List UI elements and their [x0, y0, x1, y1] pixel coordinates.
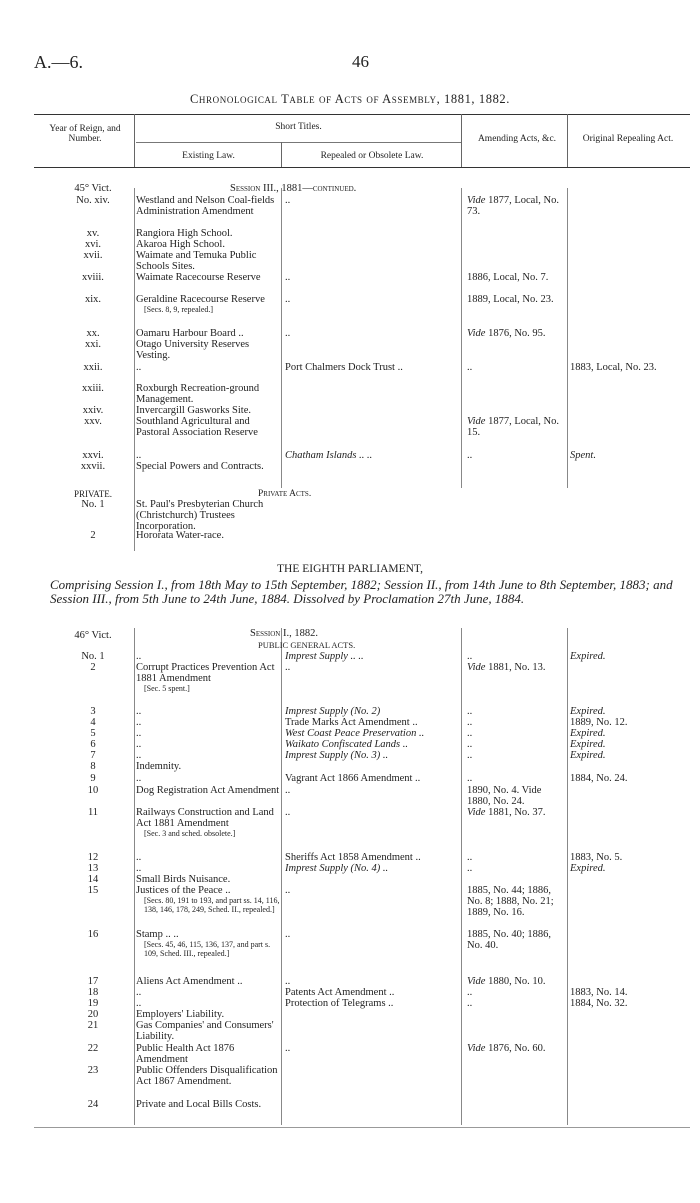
existing-law: Railways Construction and Land Act 1881 Amendment [Sec. 3 and sched. obsolete.]: [136, 807, 282, 838]
amending-acts: ..: [467, 706, 473, 717]
existing-law: ..: [136, 998, 142, 1009]
col-divider: [281, 142, 282, 167]
existing-law: Special Powers and Contracts.: [136, 461, 264, 472]
existing-law: ..: [136, 450, 142, 461]
repealed-law: Imprest Supply (No. 2): [285, 706, 381, 717]
repealed-law: Chatham Islands .. ..: [285, 450, 373, 461]
existing-law: ..: [136, 706, 142, 717]
repealed-law: Waikato Confiscated Lands ..: [285, 739, 408, 750]
body-divider: [567, 188, 568, 488]
existing-law: Hororata Water-race.: [136, 530, 224, 541]
amending-acts: ..: [467, 651, 473, 662]
header-bottom-rule: [34, 167, 690, 168]
private-label: PRIVATE.: [73, 489, 113, 499]
amending-acts: 1886, Local, No. 7.: [467, 272, 549, 283]
existing-law: Southland Agricultural and Pastoral Association Reserve: [136, 416, 258, 438]
amending-acts: 1885, No. 40; 1886, No. 40.: [467, 929, 551, 951]
original-repealing-act: Spent.: [570, 450, 596, 461]
act-number: xxiii.: [82, 383, 104, 394]
act-number: No. 1: [81, 499, 105, 510]
amending-acts: Vide 1876, No. 60.: [467, 1043, 546, 1054]
repealed-law: ..: [285, 807, 291, 818]
col-divider: [567, 114, 568, 167]
table-title: Chronological Table of Acts of Assembly, 1881, 1882.: [190, 92, 510, 106]
original-repealing-act: 1889, No. 12.: [570, 717, 628, 728]
act-number: 17: [87, 976, 99, 987]
page-number: 46: [352, 52, 369, 71]
section-note: [Sec. 3 and sched. obsolete.]: [144, 829, 236, 838]
original-repealing-act: Expired.: [570, 750, 606, 761]
section-note: [Secs. 8, 9, repealed.]: [144, 305, 214, 314]
existing-law: ..: [136, 987, 142, 998]
existing-law: Waimate and Temuka Public Schools Sites.: [136, 250, 257, 272]
col-amending-header: Amending Acts, &c.: [477, 134, 557, 144]
body-divider: [567, 628, 568, 1125]
existing-law: ..: [136, 773, 142, 784]
amending-acts: 1890, No. 4. Vide 1880, No. 24.: [467, 785, 542, 807]
col-repealed-header: Repealed or Obsolete Law.: [320, 151, 424, 161]
section-note: [Secs. 80, 191 to 193, and part ss. 14, 116, 138, 146, 178, 249, Sched. II., repealed.]: [144, 896, 280, 914]
existing-law: ..: [136, 750, 142, 761]
original-repealing-act: 1883, No. 14.: [570, 987, 628, 998]
act-number: 8: [90, 761, 96, 772]
parliament-title: THE EIGHTH PARLIAMENT,: [277, 563, 423, 575]
amending-acts: Vide 1881, No. 13.: [467, 662, 546, 673]
repealed-law: Protection of Telegrams ..: [285, 998, 394, 1009]
original-repealing-act: Expired.: [570, 728, 606, 739]
repealed-law: Imprest Supply .. ..: [285, 651, 364, 662]
repealed-law: ..: [285, 785, 291, 796]
repealed-law: ..: [285, 195, 291, 206]
repealed-law: ..: [285, 885, 291, 896]
existing-law: Gas Companies' and Consumers' Liability.: [136, 1020, 274, 1042]
amending-acts: ..: [467, 998, 473, 1009]
repealed-law: Vagrant Act 1866 Amendment ..: [285, 773, 421, 784]
existing-law: ..: [136, 362, 142, 373]
amending-acts: ..: [467, 852, 473, 863]
existing-law: Waimate Racecourse Reserve: [136, 272, 261, 283]
body-divider: [461, 628, 462, 1125]
existing-law: Otago University Reserves Vesting.: [136, 339, 250, 361]
existing-law: Private and Local Bills Costs.: [136, 1099, 262, 1110]
amending-acts: Vide 1877, Local, No. 73.: [467, 195, 559, 217]
amending-acts: ..: [467, 739, 473, 750]
act-number: 18: [87, 987, 99, 998]
amending-acts: ..: [467, 362, 473, 373]
original-repealing-act: Expired.: [570, 863, 606, 874]
repealed-law: ..: [285, 328, 291, 339]
act-number: xix.: [84, 294, 102, 305]
col-short-titles-header: Short Titles.: [275, 122, 322, 132]
existing-law: Aliens Act Amendment ..: [136, 976, 243, 987]
existing-law: Westland and Nelson Coal-fields Administration Amendment: [136, 195, 275, 217]
amending-acts: ..: [467, 728, 473, 739]
existing-law: Justices of the Peace .. [Secs. 80, 191 to 193, and part ss. 14, 116, 138, 146, 178, 249, Sched. II., repealed.]: [136, 885, 282, 914]
section-note: [Sec. 5 spent.]: [144, 684, 190, 693]
section-note: [Secs. 45, 46, 115, 136, 137, and part s. 109, Sched. III., repealed.]: [144, 940, 271, 958]
footer-rule: [34, 1127, 690, 1128]
repealed-law: ..: [285, 272, 291, 283]
repealed-law: West Coast Peace Preservation ..: [285, 728, 425, 739]
col-divider: [461, 114, 462, 167]
existing-law: Geraldine Racecourse Reserve [Secs. 8, 9, repealed.]: [136, 294, 282, 314]
existing-law: ..: [136, 717, 142, 728]
act-number: xvi.: [84, 239, 102, 250]
act-number: 3: [90, 706, 96, 717]
act-number: xxvi.: [82, 450, 104, 461]
act-number: 2: [90, 662, 96, 673]
act-number: 21: [87, 1020, 99, 1031]
act-number: 23: [87, 1065, 99, 1076]
col-year-header: Year of Reign, and Number.: [49, 124, 121, 144]
amending-acts: Vide 1881, No. 37.: [467, 807, 546, 818]
session-heading: Session I., 1882.: [250, 628, 318, 639]
col-original-header: Original Repealing Act.: [582, 134, 674, 144]
amending-acts: ..: [467, 863, 473, 874]
amending-acts: ..: [467, 450, 473, 461]
act-number: xv.: [86, 228, 100, 239]
act-number: 7: [90, 750, 96, 761]
original-repealing-act: Expired.: [570, 651, 606, 662]
body-divider: [461, 188, 462, 488]
act-number: No. 1: [81, 651, 105, 662]
amending-acts: ..: [467, 717, 473, 728]
act-number: xvii.: [83, 250, 103, 261]
amending-acts: ..: [467, 773, 473, 784]
amending-acts: Vide 1876, No. 95.: [467, 328, 546, 339]
existing-law: ..: [136, 651, 142, 662]
act-number: 13: [87, 863, 99, 874]
repealed-law: ..: [285, 976, 291, 987]
existing-law: Public Health Act 1876 Amendment: [136, 1043, 235, 1065]
existing-law: Public Offenders Disqualification Act 1867 Amendment.: [136, 1065, 278, 1087]
repealed-law: Sheriffs Act 1858 Amendment ..: [285, 852, 421, 863]
existing-law: Corrupt Practices Prevention Act 1881 Amendment [Sec. 5 spent.]: [136, 662, 282, 693]
act-number: 19: [87, 998, 99, 1009]
private-acts-heading: Private Acts.: [258, 489, 312, 499]
act-number: 20: [87, 1009, 99, 1020]
act-number: xxv.: [84, 416, 102, 427]
existing-law: ..: [136, 739, 142, 750]
amending-acts: Vide 1880, No. 10.: [467, 976, 546, 987]
act-number: 4: [90, 717, 96, 728]
amending-acts: ..: [467, 750, 473, 761]
amending-acts: 1885, No. 44; 1886, No. 8; 1888, No. 21; 1889, No. 16.: [467, 885, 554, 918]
session-heading: Session III., 1881—continued.: [230, 183, 357, 194]
act-number: 15: [87, 885, 99, 896]
existing-law: Employers' Liability.: [136, 1009, 225, 1020]
amending-acts: 1889, Local, No. 23.: [467, 294, 554, 305]
repealed-law: Imprest Supply (No. 3) ..: [285, 750, 389, 761]
existing-law: Invercargill Gasworks Site.: [136, 405, 251, 416]
existing-law: Oamaru Harbour Board ..: [136, 328, 244, 339]
existing-law: Small Birds Nuisance.: [136, 874, 231, 885]
amending-acts: Vide 1877, Local, No. 15.: [467, 416, 559, 438]
original-repealing-act: 1883, No. 5.: [570, 852, 623, 863]
existing-law: ..: [136, 728, 142, 739]
existing-law: ..: [136, 852, 142, 863]
parliament-description: Comprising Session I., from 18th May to 15th September, 1882; Session II., from 14th June to 8th September, 1883; and Session III., from 5th June to 24th June, 1884. Dissolved by Proclamation 27th June, 1884.: [50, 577, 673, 606]
header-top-rule: [34, 114, 690, 115]
repealed-law: ..: [285, 1043, 291, 1054]
original-repealing-act: Expired.: [570, 706, 606, 717]
act-number: xxi.: [84, 339, 102, 350]
act-number: 2: [90, 530, 96, 541]
repealed-law: Port Chalmers Dock Trust ..: [285, 362, 403, 373]
existing-law: Dog Registration Act Amendment: [136, 785, 280, 796]
act-number: 6: [90, 739, 96, 750]
act-number: 22: [87, 1043, 99, 1054]
original-repealing-act: 1883, Local, No. 23.: [570, 362, 657, 373]
existing-law: St. Paul's Presbyterian Church (Christchurch) Trustees Incorporation.: [136, 499, 264, 532]
repealed-law: ..: [285, 294, 291, 305]
reign-year-label: 45° Vict.: [74, 183, 112, 194]
repealed-law: ..: [285, 929, 291, 940]
repealed-law: Imprest Supply (No. 4) ..: [285, 863, 389, 874]
act-number: 24: [87, 1099, 99, 1110]
existing-law: ..: [136, 863, 142, 874]
repealed-law: Patents Act Amendment ..: [285, 987, 395, 998]
act-number: No. xiv.: [76, 195, 110, 206]
act-number: 5: [90, 728, 96, 739]
document-code: A.—6.: [34, 52, 83, 72]
existing-law: Roxburgh Recreation-ground Management.: [136, 383, 260, 405]
col-divider: [134, 114, 135, 167]
reign-year-label: 46° Vict.: [74, 630, 112, 641]
original-repealing-act: 1884, No. 24.: [570, 773, 628, 784]
act-number: xxiv.: [82, 405, 104, 416]
act-number: xviii.: [82, 272, 104, 283]
repealed-law: Trade Marks Act Amendment ..: [285, 717, 418, 728]
act-number: 9: [90, 773, 96, 784]
act-number: 12: [87, 852, 99, 863]
act-number: 14: [87, 874, 99, 885]
original-repealing-act: Expired.: [570, 739, 606, 750]
act-number: 10: [87, 785, 99, 796]
amending-acts: ..: [467, 987, 473, 998]
existing-law: Stamp .. .. [Secs. 45, 46, 115, 136, 137, and part s. 109, Sched. III., repealed.]: [136, 929, 282, 958]
col-existing-header: Existing Law.: [182, 151, 235, 161]
act-number: xxvii.: [80, 461, 106, 472]
short-titles-rule: [136, 142, 461, 143]
act-number: xx.: [86, 328, 100, 339]
existing-law: Rangiora High School.: [136, 228, 233, 239]
existing-law: Akaroa High School.: [136, 239, 225, 250]
act-number: xxii.: [83, 362, 103, 373]
public-acts-heading: PUBLIC GENERAL ACTS.: [258, 640, 356, 650]
original-repealing-act: 1884, No. 32.: [570, 998, 628, 1009]
existing-law: Indemnity.: [136, 761, 182, 772]
act-number: 16: [87, 929, 99, 940]
repealed-law: ..: [285, 662, 291, 673]
act-number: 11: [87, 807, 99, 818]
